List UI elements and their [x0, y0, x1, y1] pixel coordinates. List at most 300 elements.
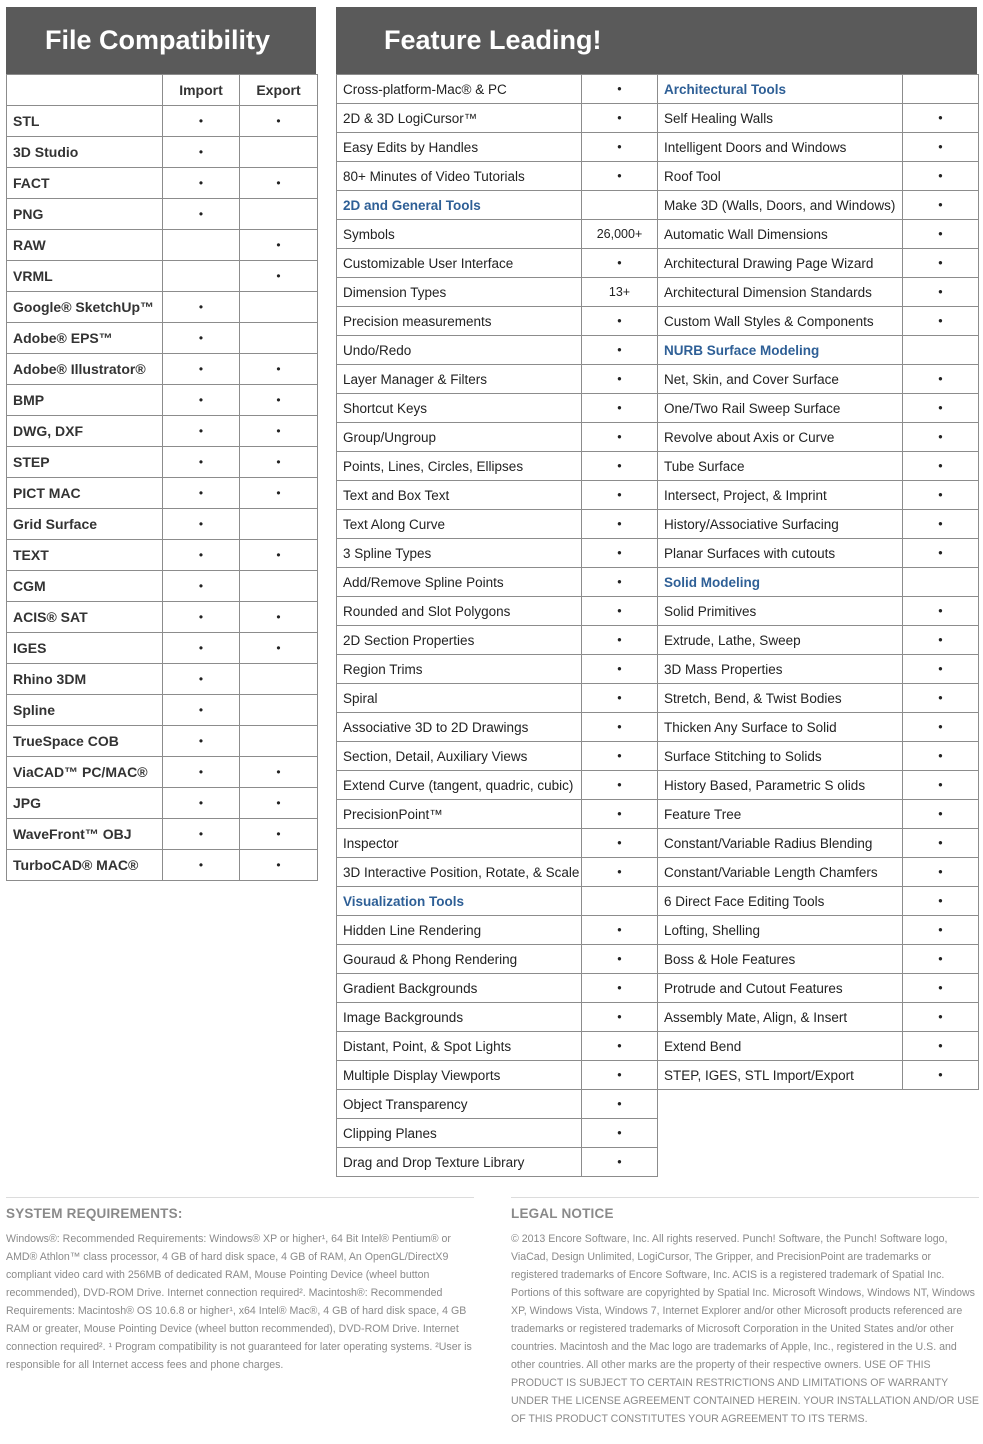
import-mark: • [163, 323, 240, 354]
feature-name: PrecisionPoint™ [337, 800, 582, 829]
import-mark: • [163, 478, 240, 509]
table-row [337, 800, 658, 829]
feature-value: • [582, 800, 658, 829]
file-format-name: 3D Studio [7, 137, 163, 168]
section-heading-row [337, 887, 658, 916]
table-row [7, 323, 318, 354]
feature-name: Extend Bend [658, 1032, 903, 1061]
feature-value: • [582, 75, 658, 104]
table-row [7, 726, 318, 757]
table-row [337, 336, 658, 365]
feature-name: 6 Direct Face Editing Tools [658, 887, 903, 916]
feature-value: • [903, 481, 979, 510]
feature-value [903, 568, 979, 597]
file-format-name: PICT MAC [7, 478, 163, 509]
table-row [337, 307, 658, 336]
feature-name: History Based, Parametric S olids [658, 771, 903, 800]
table-row [658, 916, 979, 945]
feature-value: • [582, 1003, 658, 1032]
import-mark: • [163, 199, 240, 230]
table-row [337, 858, 658, 887]
table-row [658, 800, 979, 829]
section-heading: Visualization Tools [337, 887, 582, 916]
export-mark [240, 199, 318, 230]
feature-value: • [582, 394, 658, 423]
table-row [658, 771, 979, 800]
feature-value: • [582, 858, 658, 887]
table-row [337, 220, 658, 249]
legal-notice-text: © 2013 Encore Software, Inc. All rights reserved. Punch! Software, the Punch! Software logo, ViaCad, Design Unlimited, LogiCursor, The Gripper, and PrecisionPoint are trademarks or registered trademarks of Encore Software, Inc. ACIS is a registered trademark of Spatial Inc. Portions of this software are copyrighted by Spatial Inc. Microsoft Windows, Windows NT, Windows XP, Windows Vista, Windows 7, Internet Explorer and/or other Microsoft products referenced are trademarks or registered trademarks of Microsoft Corporation in the United States and/or other countries. Macintosh and the Mac logo are trademarks of Apple, Inc., registered in the U.S. and other countries. All other marks are the property of their respective owners. USE OF THIS PRODUCT IS SUBJECT TO CERTAIN RESTRICTIONS AND LIMITATIONS OF WARRANTY UNDER THE LICENSE AGREEMENT CONTAINED HEREIN. YOUR INSTALLATION AND/OR USE OF THIS PRODUCT CONSTITUTES YOUR AGREEMENT TO ITS TERMS. [511, 1233, 979, 1425]
import-mark: • [163, 106, 240, 137]
feature-name: Image Backgrounds [337, 1003, 582, 1032]
feature-value: • [903, 887, 979, 916]
feature-value [903, 75, 979, 104]
table-row [337, 1032, 658, 1061]
table-row [337, 510, 658, 539]
feature-value: • [582, 452, 658, 481]
feature-name: Intersect, Project, & Imprint [658, 481, 903, 510]
feature-name: 80+ Minutes of Video Tutorials [337, 162, 582, 191]
table-row [337, 452, 658, 481]
feature-name: 2D & 3D LogiCursor™ [337, 104, 582, 133]
table-row [7, 602, 318, 633]
feature-value: • [903, 104, 979, 133]
feature-value: • [582, 133, 658, 162]
feature-value: • [582, 916, 658, 945]
table-row [337, 974, 658, 1003]
table-row [658, 307, 979, 336]
export-mark [240, 571, 318, 602]
table-row [658, 423, 979, 452]
file-format-name: ACIS® SAT [7, 602, 163, 633]
feature-name: Net, Skin, and Cover Surface [658, 365, 903, 394]
feature-value: • [582, 1061, 658, 1090]
table-row [337, 1090, 658, 1119]
table-row [337, 626, 658, 655]
feature-value: • [582, 539, 658, 568]
export-mark: • [240, 757, 318, 788]
feature-value: • [903, 365, 979, 394]
table-row [7, 292, 318, 323]
feature-value: • [903, 974, 979, 1003]
file-format-name: TEXT [7, 540, 163, 571]
import-mark: • [163, 385, 240, 416]
feature-value: • [903, 307, 979, 336]
feature-name: Section, Detail, Auxiliary Views [337, 742, 582, 771]
feature-name: History/Associative Surfacing [658, 510, 903, 539]
import-column-header: Import [163, 75, 240, 106]
feature-value: • [582, 307, 658, 336]
table-row [7, 447, 318, 478]
file-format-name: Spline [7, 695, 163, 726]
feature-name: Boss & Hole Features [658, 945, 903, 974]
table-row [337, 1003, 658, 1032]
feature-value: • [582, 771, 658, 800]
feature-value: • [582, 423, 658, 452]
section-heading: Solid Modeling [658, 568, 903, 597]
feature-value: • [582, 336, 658, 365]
feature-name: Spiral [337, 684, 582, 713]
feature-table-left [336, 74, 658, 1177]
table-row [658, 104, 979, 133]
export-mark: • [240, 261, 318, 292]
feature-name: Extrude, Lathe, Sweep [658, 626, 903, 655]
table-row [337, 249, 658, 278]
section-heading-row [658, 568, 979, 597]
feature-name: Customizable User Interface [337, 249, 582, 278]
section-heading: Architectural Tools [658, 75, 903, 104]
table-row [658, 655, 979, 684]
feature-name: Constant/Variable Length Chamfers [658, 858, 903, 887]
feature-name: Dimension Types [337, 278, 582, 307]
feature-name: STEP, IGES, STL Import/Export [658, 1061, 903, 1090]
feature-value [903, 336, 979, 365]
feature-name: 3D Interactive Position, Rotate, & Scale [337, 858, 582, 887]
import-mark: • [163, 633, 240, 664]
table-row [7, 819, 318, 850]
table-row [658, 365, 979, 394]
table-row [337, 1148, 658, 1177]
table-row [337, 713, 658, 742]
file-format-name: WaveFront™ OBJ [7, 819, 163, 850]
feature-name: Shortcut Keys [337, 394, 582, 423]
feature-value: • [903, 684, 979, 713]
table-row [337, 278, 658, 307]
table-row [7, 106, 318, 137]
section-heading: NURB Surface Modeling [658, 336, 903, 365]
feature-name: Custom Wall Styles & Components [658, 307, 903, 336]
file-format-name: VRML [7, 261, 163, 292]
table-row [658, 597, 979, 626]
legal-notice [511, 1197, 979, 1428]
feature-name: Constant/Variable Radius Blending [658, 829, 903, 858]
feature-value: • [903, 626, 979, 655]
table-header-row [7, 75, 318, 106]
export-mark: • [240, 540, 318, 571]
table-row [658, 713, 979, 742]
feature-name: Precision measurements [337, 307, 582, 336]
table-row [337, 481, 658, 510]
feature-name: Surface Stitching to Solids [658, 742, 903, 771]
export-mark: • [240, 478, 318, 509]
table-row [337, 394, 658, 423]
file-format-name: FACT [7, 168, 163, 199]
table-row [7, 571, 318, 602]
export-mark [240, 664, 318, 695]
feature-name: Text Along Curve [337, 510, 582, 539]
feature-value [582, 191, 658, 220]
feature-value: • [903, 800, 979, 829]
feature-value: • [903, 191, 979, 220]
feature-name: Revolve about Axis or Curve [658, 423, 903, 452]
feature-name: Thicken Any Surface to Solid [658, 713, 903, 742]
feature-name: Architectural Drawing Page Wizard [658, 249, 903, 278]
feature-value: • [903, 829, 979, 858]
feature-value: • [903, 1061, 979, 1090]
file-format-name: JPG [7, 788, 163, 819]
feature-value: • [903, 162, 979, 191]
table-row [658, 626, 979, 655]
feature-name: Stretch, Bend, & Twist Bodies [658, 684, 903, 713]
feature-name: Self Healing Walls [658, 104, 903, 133]
export-column-header: Export [240, 75, 318, 106]
feature-name: Roof Tool [658, 162, 903, 191]
export-mark [240, 509, 318, 540]
feature-name: Rounded and Slot Polygons [337, 597, 582, 626]
legal-notice-title: LEGAL NOTICE [511, 1206, 614, 1221]
table-row [337, 133, 658, 162]
feature-name: Architectural Dimension Standards [658, 278, 903, 307]
system-requirements-text: Windows®: Recommended Requirements: Windows® XP or higher¹, 64 Bit Intel® Pentium® or AMD® Athlon™ class processor, 4 GB of hard disk space, 4 GB of RAM, An OpenGL/DirectX9 compliant video card with 256MB of dedicated RAM, Mouse Pointing Device (wheel button recommended), DVD-ROM Drive. Internet connection required². Macintosh®: Recommended Requirements: Macintosh® OS 10.6.8 or higher¹, x64 Intel® Mac®, 4 GB of hard disk space, 4 GB RAM or greater, Mouse Pointing Device (wheel button recommended), DVD-ROM Drive. Internet connection required². ¹ Program compatibility is not guaranteed for later operating systems. ²User is responsible for all Internet access fees and phone charges. [6, 1233, 472, 1371]
feature-name: Intelligent Doors and Windows [658, 133, 903, 162]
import-mark [163, 261, 240, 292]
table-row [658, 742, 979, 771]
feature-name: Inspector [337, 829, 582, 858]
feature-value: • [582, 684, 658, 713]
feature-value: • [582, 249, 658, 278]
feature-value: • [582, 510, 658, 539]
export-mark: • [240, 633, 318, 664]
file-format-name: TurboCAD® MAC® [7, 850, 163, 881]
feature-value: • [903, 742, 979, 771]
feature-leading-title: Feature Leading! [336, 7, 977, 74]
section-heading-row [337, 191, 658, 220]
feature-value: 13+ [582, 278, 658, 307]
feature-value: • [582, 626, 658, 655]
feature-value: • [903, 713, 979, 742]
import-mark: • [163, 819, 240, 850]
feature-value: • [582, 1148, 658, 1177]
feature-name: Solid Primitives [658, 597, 903, 626]
table-row [658, 887, 979, 916]
feature-name: Tube Surface [658, 452, 903, 481]
table-row [658, 539, 979, 568]
table-row [7, 540, 318, 571]
feature-value: • [903, 278, 979, 307]
feature-value [582, 887, 658, 916]
feature-name: Gradient Backgrounds [337, 974, 582, 1003]
feature-name: 3 Spline Types [337, 539, 582, 568]
export-mark: • [240, 106, 318, 137]
feature-value: • [582, 568, 658, 597]
table-row [658, 394, 979, 423]
file-format-name: RAW [7, 230, 163, 261]
import-mark: • [163, 695, 240, 726]
table-row [337, 423, 658, 452]
feature-name: Group/Ungroup [337, 423, 582, 452]
export-mark: • [240, 602, 318, 633]
table-row [7, 261, 318, 292]
table-row [658, 481, 979, 510]
export-mark [240, 292, 318, 323]
export-mark [240, 137, 318, 168]
table-row [337, 162, 658, 191]
feature-value: • [903, 858, 979, 887]
import-mark: • [163, 664, 240, 695]
table-row [337, 1119, 658, 1148]
table-row [337, 684, 658, 713]
table-row [658, 1003, 979, 1032]
system-requirements-title: SYSTEM REQUIREMENTS: [6, 1206, 183, 1221]
feature-value: • [903, 133, 979, 162]
table-row [7, 230, 318, 261]
table-row [337, 916, 658, 945]
section-heading: 2D and General Tools [337, 191, 582, 220]
export-mark: • [240, 788, 318, 819]
file-format-name: BMP [7, 385, 163, 416]
table-row [337, 568, 658, 597]
feature-value: • [582, 829, 658, 858]
table-row [7, 416, 318, 447]
file-format-name: CGM [7, 571, 163, 602]
feature-value: • [582, 974, 658, 1003]
table-row [337, 771, 658, 800]
export-mark [240, 323, 318, 354]
feature-name: Feature Tree [658, 800, 903, 829]
table-row [658, 510, 979, 539]
export-mark: • [240, 385, 318, 416]
feature-name: Gouraud & Phong Rendering [337, 945, 582, 974]
feature-table-right [657, 74, 979, 1090]
table-row [7, 757, 318, 788]
import-mark: • [163, 571, 240, 602]
export-mark [240, 695, 318, 726]
export-mark: • [240, 819, 318, 850]
file-compatibility-title: File Compatibility [6, 7, 316, 74]
table-row [658, 452, 979, 481]
table-row [658, 1061, 979, 1090]
feature-name: Lofting, Shelling [658, 916, 903, 945]
feature-name: Associative 3D to 2D Drawings [337, 713, 582, 742]
feature-value: 26,000+ [582, 220, 658, 249]
import-mark: • [163, 416, 240, 447]
feature-name: Protrude and Cutout Features [658, 974, 903, 1003]
file-format-name: PNG [7, 199, 163, 230]
file-format-name: Adobe® Illustrator® [7, 354, 163, 385]
export-mark [240, 726, 318, 757]
import-mark: • [163, 509, 240, 540]
feature-value: • [903, 510, 979, 539]
feature-name: Extend Curve (tangent, quadric, cubic) [337, 771, 582, 800]
table-row [7, 354, 318, 385]
feature-name: Hidden Line Rendering [337, 916, 582, 945]
divider [511, 1197, 979, 1198]
file-format-name: TrueSpace COB [7, 726, 163, 757]
feature-value: • [582, 162, 658, 191]
table-row [337, 945, 658, 974]
feature-name: Clipping Planes [337, 1119, 582, 1148]
feature-value: • [903, 423, 979, 452]
feature-name: Drag and Drop Texture Library [337, 1148, 582, 1177]
table-row [7, 633, 318, 664]
export-mark: • [240, 354, 318, 385]
file-format-name: DWG, DXF [7, 416, 163, 447]
table-row [7, 137, 318, 168]
feature-value: • [903, 597, 979, 626]
table-row [337, 365, 658, 394]
import-mark: • [163, 540, 240, 571]
feature-value: • [582, 1032, 658, 1061]
table-row [658, 191, 979, 220]
feature-value: • [903, 220, 979, 249]
feature-value: • [582, 655, 658, 684]
import-mark: • [163, 788, 240, 819]
divider [6, 1197, 474, 1198]
feature-value: • [582, 104, 658, 133]
import-mark: • [163, 137, 240, 168]
file-format-name: STL [7, 106, 163, 137]
import-mark: • [163, 726, 240, 757]
feature-value: • [582, 945, 658, 974]
file-format-name: ViaCAD™ PC/MAC® [7, 757, 163, 788]
table-row [7, 509, 318, 540]
import-mark: • [163, 168, 240, 199]
feature-value: • [582, 1119, 658, 1148]
feature-name: Undo/Redo [337, 336, 582, 365]
table-row [7, 168, 318, 199]
table-row [337, 655, 658, 684]
feature-value: • [903, 916, 979, 945]
feature-value: • [582, 742, 658, 771]
table-row [7, 695, 318, 726]
feature-value: • [903, 394, 979, 423]
table-row [658, 945, 979, 974]
table-row [337, 742, 658, 771]
file-format-name: Rhino 3DM [7, 664, 163, 695]
table-row [658, 133, 979, 162]
feature-name: Make 3D (Walls, Doors, and Windows) [658, 191, 903, 220]
import-mark: • [163, 757, 240, 788]
section-heading-row [658, 75, 979, 104]
feature-value: • [903, 1003, 979, 1032]
table-row [7, 199, 318, 230]
feature-name: Text and Box Text [337, 481, 582, 510]
table-row [337, 597, 658, 626]
table-row [7, 788, 318, 819]
feature-name: One/Two Rail Sweep Surface [658, 394, 903, 423]
file-format-name: Adobe® EPS™ [7, 323, 163, 354]
table-row [658, 858, 979, 887]
file-compatibility-table [6, 74, 318, 881]
export-mark: • [240, 416, 318, 447]
feature-name: Planar Surfaces with cutouts [658, 539, 903, 568]
import-mark: • [163, 602, 240, 633]
feature-name: Region Trims [337, 655, 582, 684]
import-mark [163, 230, 240, 261]
feature-value: • [903, 655, 979, 684]
feature-name: Distant, Point, & Spot Lights [337, 1032, 582, 1061]
file-format-name: IGES [7, 633, 163, 664]
system-requirements [6, 1197, 474, 1374]
export-mark: • [240, 230, 318, 261]
feature-value: • [582, 1090, 658, 1119]
table-row [658, 829, 979, 858]
import-mark: • [163, 447, 240, 478]
feature-name: Symbols [337, 220, 582, 249]
table-row [337, 539, 658, 568]
table-row [658, 1032, 979, 1061]
feature-value: • [903, 1032, 979, 1061]
feature-name: Assembly Mate, Align, & Insert [658, 1003, 903, 1032]
export-mark: • [240, 168, 318, 199]
table-row [658, 974, 979, 1003]
feature-value: • [903, 249, 979, 278]
table-row [658, 278, 979, 307]
feature-name: Add/Remove Spline Points [337, 568, 582, 597]
feature-value: • [582, 713, 658, 742]
export-mark: • [240, 850, 318, 881]
table-row [337, 829, 658, 858]
